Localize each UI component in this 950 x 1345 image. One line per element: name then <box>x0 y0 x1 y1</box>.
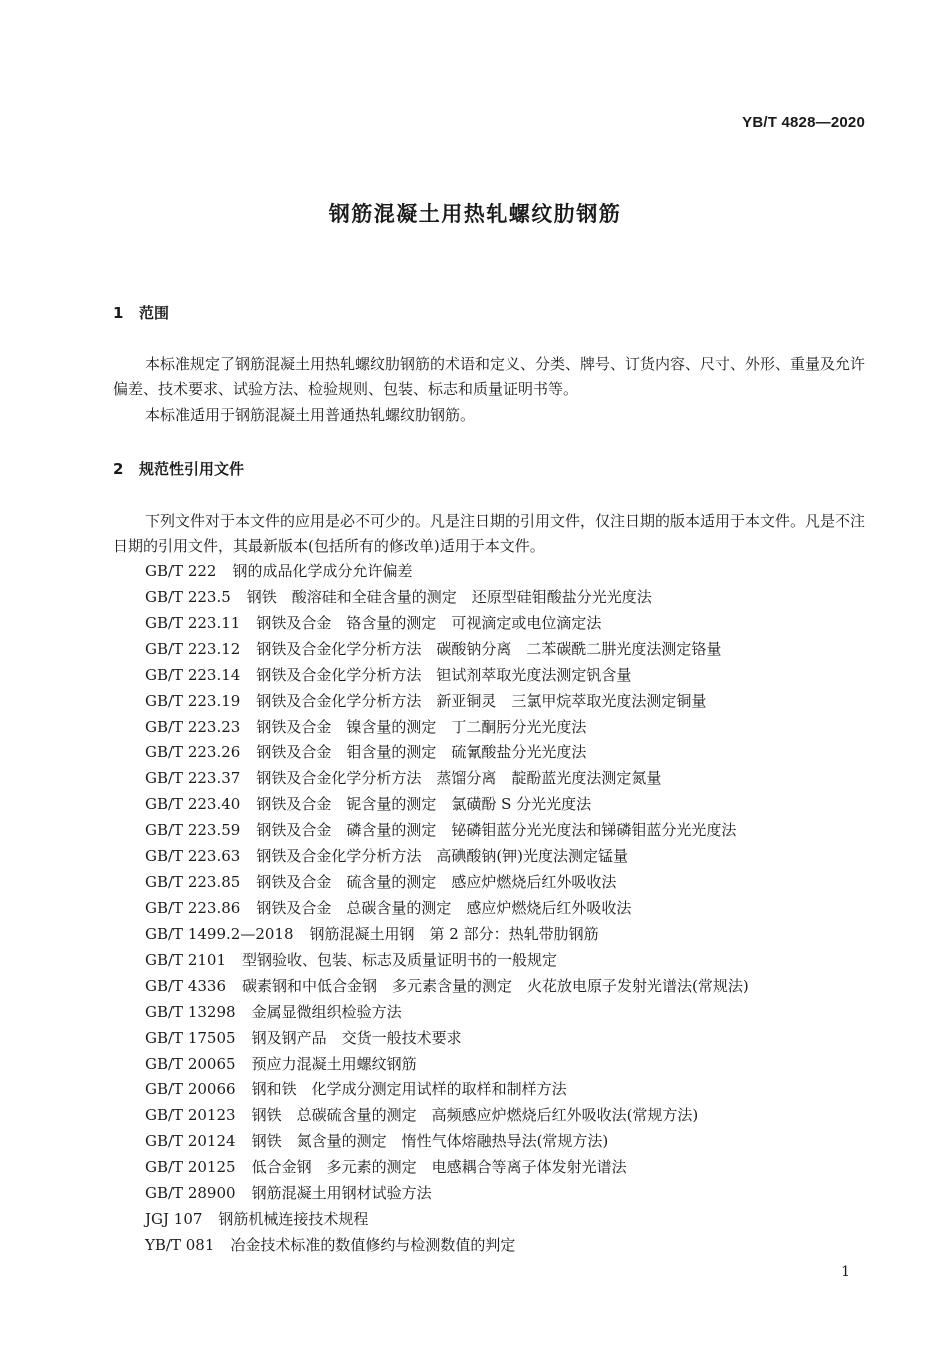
reference-item <box>145 766 865 792</box>
reference-item <box>145 1207 865 1233</box>
page-number: 1 <box>841 1264 850 1280</box>
reference-item <box>145 896 865 922</box>
reference-code: GB/T 223.85 <box>145 873 241 892</box>
reference-code: GB/T 20066 <box>145 1080 236 1099</box>
reference-item <box>145 818 865 844</box>
reference-item <box>145 611 865 637</box>
reference-item <box>145 1155 865 1181</box>
reference-item <box>145 559 865 585</box>
reference-item <box>145 740 865 766</box>
reference-code: GB/T 20123 <box>145 1106 236 1125</box>
reference-title: 钢铁 氮含量的测定 惰性气体熔融热导法(常规方法) <box>251 1132 609 1151</box>
reference-title: 钢和铁 化学成分测定用试样的取样和制样方法 <box>251 1080 567 1099</box>
reference-code: GB/T 17505 <box>145 1028 236 1047</box>
reference-item <box>145 715 865 741</box>
reference-code: GB/T 20065 <box>145 1054 236 1073</box>
normative-references-list <box>145 559 865 1259</box>
reference-code: GB/T 223.19 <box>145 691 241 710</box>
reference-title: 钢的成品化学成分允许偏差 <box>232 562 413 580</box>
reference-item <box>145 948 865 974</box>
reference-code: GB/T 223.11 <box>145 613 241 632</box>
reference-code: GB/T 20124 <box>145 1132 236 1151</box>
reference-title: 钢铁及合金化学分析方法 碳酸钠分离 二苯碳酰二肼光度法测定铬量 <box>256 639 722 658</box>
reference-item <box>145 922 865 948</box>
reference-code: GB/T 223.63 <box>145 847 241 866</box>
reference-code: GB/T 20125 <box>145 1158 236 1177</box>
references-intro: 下列文件对于本文件的应用是必不可少的。凡是注日期的引用文件，仅注日期的版本适用于本文件。凡是不注日期的引用文件，其最新版本(包括所有的修改单)适用于本文件。 <box>113 512 866 555</box>
reference-title: 钢铁及合金化学分析方法 蒸馏分离 靛酚蓝光度法测定氮量 <box>256 769 662 788</box>
reference-title: 钢铁及合金 总碳含量的测定 感应炉燃烧后红外吸收法 <box>256 898 632 917</box>
scope-paragraph-2: 本标准适用于钢筋混凝土用普通热轧螺纹肋钢筋。 <box>145 406 476 424</box>
reference-item <box>145 637 865 663</box>
reference-item <box>145 974 865 1000</box>
section-1-heading <box>113 302 169 323</box>
reference-title: 钢铁及合金 镍含量的测定 丁二酮肟分光光度法 <box>256 717 587 736</box>
reference-item <box>145 1129 865 1155</box>
reference-title: 钢铁及合金 铬含量的测定 可视滴定或电位滴定法 <box>256 613 602 632</box>
reference-code: GB/T 223.12 <box>145 639 241 658</box>
reference-title: 钢铁及合金化学分析方法 高碘酸钠(钾)光度法测定锰量 <box>256 847 629 866</box>
reference-title: 碳素钢和中低合金钢 多元素含量的测定 火花放电原子发射光谱法(常规法) <box>242 976 749 995</box>
reference-code: GB/T 13298 <box>145 1002 236 1021</box>
section-number: 1 <box>113 304 124 322</box>
reference-title: 低合金钢 多元素的测定 电感耦合等离子体发射光谱法 <box>251 1158 627 1177</box>
reference-title: 钢铁及合金 铌含量的测定 氯磺酚 S 分光光度法 <box>256 795 592 814</box>
reference-code: GB/T 222 <box>145 562 217 580</box>
reference-item <box>145 844 865 870</box>
reference-item <box>145 1233 865 1259</box>
reference-title: 钢铁 酸溶硅和全硅含量的测定 还原型硅钼酸盐分光光度法 <box>246 587 652 606</box>
reference-code: GB/T 223.86 <box>145 898 241 917</box>
reference-code: JGJ 107 <box>145 1210 203 1229</box>
reference-code: GB/T 223.14 <box>145 665 241 684</box>
reference-item <box>145 1052 865 1078</box>
reference-title: 钢铁及合金化学分析方法 新亚铜灵 三氯甲烷萃取光度法测定铜量 <box>256 691 707 710</box>
reference-item <box>145 792 865 818</box>
reference-title: 金属显微组织检验方法 <box>251 1002 402 1021</box>
section-title: 规范性引用文件 <box>139 460 245 478</box>
reference-item <box>145 1077 865 1103</box>
reference-title: 型钢验收、包装、标志及质量证明书的一般规定 <box>242 950 558 969</box>
section-title: 范围 <box>139 304 170 322</box>
reference-item <box>145 585 865 611</box>
reference-title: 钢铁及合金化学分析方法 钽试剂萃取光度法测定钒含量 <box>256 665 632 684</box>
scope-paragraph-1: 本标准规定了钢筋混凝土用热轧螺纹肋钢筋的术语和定义、分类、牌号、订货内容、尺寸、外形、重量及允许偏差、技术要求、试验方法、检验规则、包装、标志和质量证明书等。 <box>113 355 866 398</box>
reference-title: 钢铁及合金 钼含量的测定 硫氰酸盐分光光度法 <box>256 743 587 762</box>
reference-title: 钢铁 总碳硫含量的测定 高频感应炉燃烧后红外吸收法(常规方法) <box>251 1106 699 1125</box>
reference-title: 预应力混凝土用螺纹钢筋 <box>251 1054 417 1073</box>
reference-code: GB/T 28900 <box>145 1184 236 1203</box>
reference-item <box>145 663 865 689</box>
reference-code: GB/T 223.23 <box>145 717 241 736</box>
section-number: 2 <box>113 460 124 478</box>
reference-item <box>145 1026 865 1052</box>
reference-title: 钢铁及合金 硫含量的测定 感应炉燃烧后红外吸收法 <box>256 873 617 892</box>
document-title: 钢筋混凝土用热轧螺纹肋钢筋 <box>328 202 622 226</box>
reference-code: GB/T 223.26 <box>145 743 241 762</box>
reference-code: YB/T 081 <box>145 1235 215 1254</box>
reference-item <box>145 1103 865 1129</box>
reference-title: 钢及钢产品 交货一般技术要求 <box>251 1028 462 1047</box>
standard-code: YB/T 4828—2020 <box>742 114 865 131</box>
reference-title: 钢筋机械连接技术规程 <box>218 1210 369 1229</box>
reference-title: 钢筋混凝土用钢 第 2 部分：热轧带肋钢筋 <box>309 924 599 943</box>
reference-code: GB/T 223.59 <box>145 821 241 840</box>
reference-item <box>145 870 865 896</box>
reference-code: GB/T 223.5 <box>145 587 231 606</box>
reference-title: 钢筋混凝土用钢材试验方法 <box>251 1184 432 1203</box>
reference-code: GB/T 223.37 <box>145 769 241 788</box>
reference-code: GB/T 1499.2—2018 <box>145 924 294 943</box>
reference-title: 钢铁及合金 磷含量的测定 铋磷钼蓝分光光度法和锑磷钼蓝分光光度法 <box>256 821 737 840</box>
reference-item <box>145 1000 865 1026</box>
section-2-heading <box>113 458 244 479</box>
reference-item <box>145 1181 865 1207</box>
reference-code: GB/T 2101 <box>145 950 227 969</box>
reference-code: GB/T 223.40 <box>145 795 241 814</box>
reference-item <box>145 689 865 715</box>
reference-title: 冶金技术标准的数值修约与检测数值的判定 <box>230 1235 516 1254</box>
reference-code: GB/T 4336 <box>145 976 227 995</box>
